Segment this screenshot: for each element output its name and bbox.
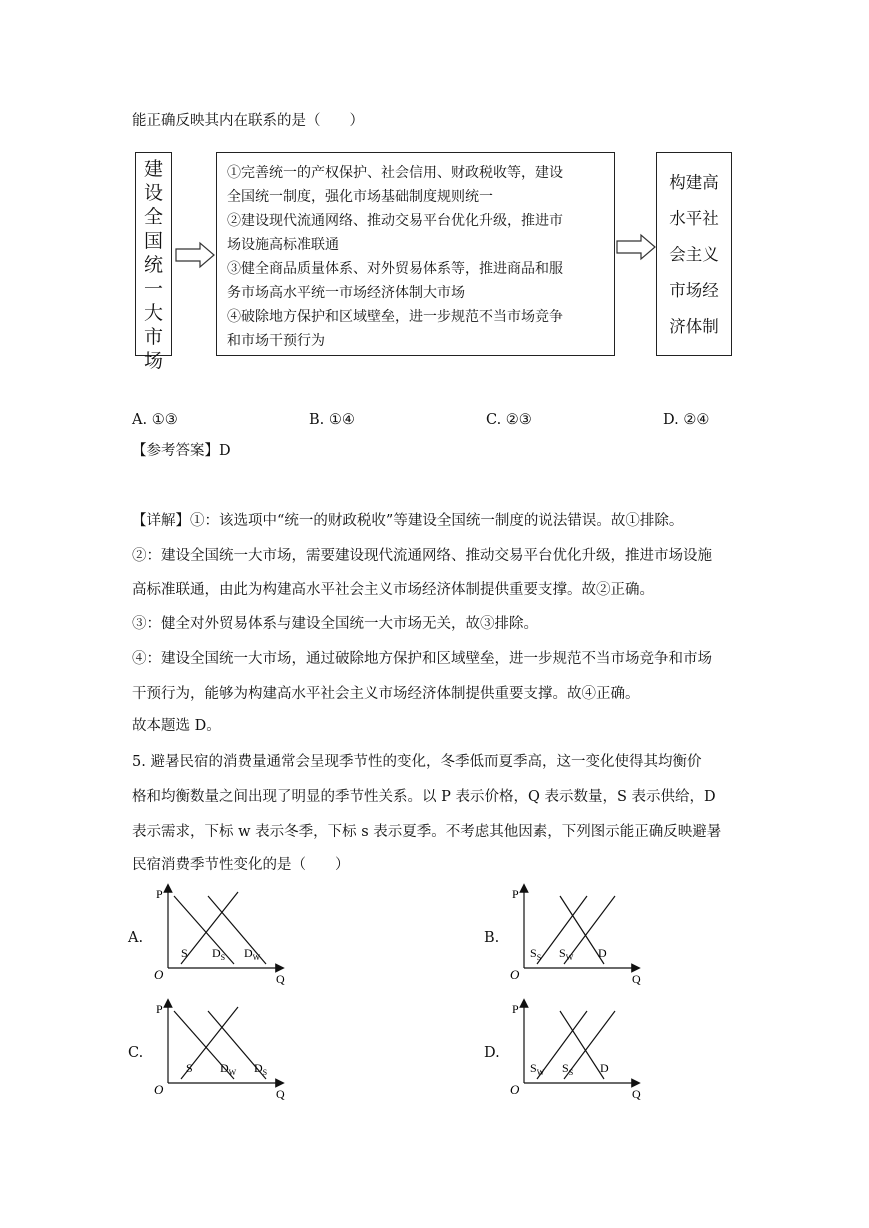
arrow-right-icon <box>615 232 659 262</box>
right-line-4: 市场经 <box>669 281 719 300</box>
middle-line-3: ②建设现代流通网络、推动交易平台优化升级，推进市 <box>227 213 563 229</box>
curve-label: $D_W$ <box>220 1061 237 1077</box>
left-box-label: 建设全国统一大市场 <box>143 158 163 372</box>
curve-label: S <box>181 946 188 960</box>
supply-demand-graph <box>148 997 308 1105</box>
origin-label: O <box>154 1082 164 1097</box>
supply-demand-graph <box>148 882 308 990</box>
origin-label: O <box>154 967 164 982</box>
middle-box <box>216 152 615 356</box>
curve-label: $S_S$ <box>530 946 542 962</box>
middle-line-2: 全国统一制度，强化市场基础制度规则统一 <box>227 189 493 205</box>
curve-label: D <box>598 946 607 960</box>
graph-option-label: C. <box>128 1045 144 1061</box>
curve-label: $D_S$ <box>212 946 226 962</box>
axis-p-label: P <box>156 1002 163 1016</box>
graph-option-label: D. <box>484 1045 500 1061</box>
option-a[interactable]: A. ①③ <box>132 412 178 428</box>
analysis-line-4: ③：健全对外贸易体系与建设全国统一大市场无关，故③排除。 <box>132 616 538 632</box>
curve-label: $S_S$ <box>562 1061 574 1077</box>
supply-demand-graph <box>504 882 664 990</box>
axis-q-label: Q <box>632 1087 641 1101</box>
axis-q-label: Q <box>276 1087 285 1101</box>
right-line-5: 济体制 <box>669 317 719 336</box>
axis-p-label: P <box>512 887 519 901</box>
middle-line-8: 和市场干预行为 <box>227 333 325 349</box>
middle-line-7: ④破除地方保护和区域壁垒，进一步规范不当市场竞争 <box>227 309 563 325</box>
curve-label: S <box>186 1061 193 1075</box>
middle-line-1: ①完善统一的产权保护、社会信用、财政税收等，建设 <box>227 165 563 181</box>
curve-label: $D_W$ <box>244 946 261 962</box>
curve-label: $D_S$ <box>254 1061 268 1077</box>
graph-option-label: A. <box>128 930 144 946</box>
supply-curve <box>181 892 238 964</box>
curve-label: D <box>600 1061 609 1075</box>
right-line-3: 会主义 <box>669 245 719 264</box>
option-d[interactable]: D. ②④ <box>663 412 710 428</box>
supply-demand-graph <box>504 997 664 1105</box>
q5-stem-line-1: 5. 避暑民宿的消费量通常会呈现季节性的变化，冬季低而夏季高，这一变化使得其均衡价 <box>132 754 702 770</box>
analysis-line-5: ④：建设全国统一大市场，通过破除地方保护和区域壁垒，进一步规范不当市场竞争和市场 <box>132 651 712 667</box>
right-line-2: 水平社 <box>669 209 719 228</box>
curve-label: $S_W$ <box>559 946 574 962</box>
axis-q-label: Q <box>276 972 285 986</box>
right-line-1: 构建高 <box>669 173 719 192</box>
reference-answer: 【参考答案】D <box>132 443 231 459</box>
analysis-line-6: 干预行为，能够为构建高水平社会主义市场经济体制提供重要支撑。故④正确。 <box>132 686 640 702</box>
curve-label: $S_W$ <box>530 1061 545 1077</box>
axis-p-label: P <box>156 887 163 901</box>
left-box <box>135 152 172 372</box>
right-box <box>656 152 732 356</box>
analysis-line-7: 故本题选 D。 <box>132 718 221 734</box>
analysis-line-2: ②：建设全国统一大市场，需要建设现代流通网络、推动交易平台优化升级，推进市场设施 <box>132 548 712 564</box>
option-b[interactable]: B. ①④ <box>309 412 355 428</box>
middle-line-6: 务市场高水平统一市场经济体制大市场 <box>227 285 465 301</box>
analysis-line-1: 【详解】①：该选项中“统一的财政税收”等建设全国统一制度的说法错误。故①排除。 <box>132 513 684 529</box>
middle-line-4: 场设施高标准联通 <box>227 237 339 253</box>
q5-stem-line-2: 格和均衡数量之间出现了明显的季节性关系。以 P 表示价格，Q 表示数量，S 表示供给，D <box>132 789 716 805</box>
arrow-right-icon <box>174 240 218 270</box>
origin-label: O <box>510 967 520 982</box>
option-c[interactable]: C. ②③ <box>486 412 532 428</box>
analysis-line-3: 高标准联通，由此为构建高水平社会主义市场经济体制提供重要支撑。故②正确。 <box>132 582 654 598</box>
graph-option-label: B. <box>484 930 500 946</box>
axis-q-label: Q <box>632 972 641 986</box>
axis-p-label: P <box>512 1002 519 1016</box>
q5-stem-line-3: 表示需求，下标 w 表示冬季，下标 s 表示夏季。不考虑其他因素，下列图示能正确反映避暑 <box>132 824 722 840</box>
question-stem: 能正确反映其内在联系的是（ ） <box>132 113 364 129</box>
middle-line-5: ③健全商品质量体系、对外贸易体系等，推进商品和服 <box>227 261 563 277</box>
q5-stem-line-4: 民宿消费季节性变化的是（ ） <box>132 857 350 873</box>
origin-label: O <box>510 1082 520 1097</box>
